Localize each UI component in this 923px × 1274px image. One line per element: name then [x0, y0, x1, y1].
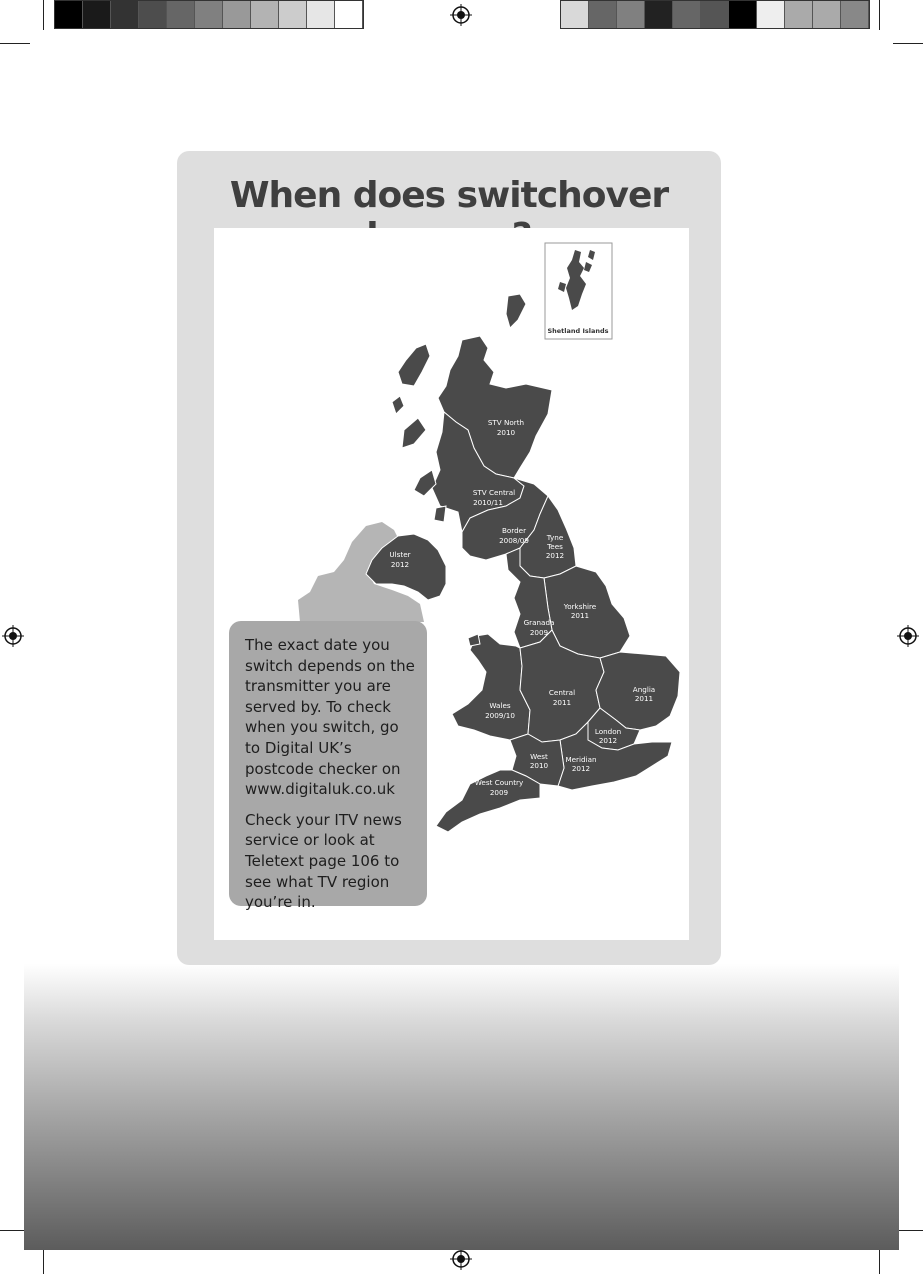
- label-wales: Wales: [489, 701, 511, 710]
- label-granada: Granada: [523, 618, 555, 627]
- label-border: Border: [501, 526, 527, 535]
- year-central: 2011: [552, 698, 572, 707]
- label-ulster: Ulster: [389, 550, 411, 559]
- info-paragraph-1: The exact date you switch depends on the transmitter you are served by. To check when you switch, go to Digital UK’s postcode checker on www.digitaluk.co.uk: [245, 636, 415, 799]
- label-yorkshire: Yorkshire: [563, 602, 597, 611]
- year-anglia: 2011: [634, 694, 654, 703]
- year-yorkshire: 2011: [570, 611, 590, 620]
- year-meridian: 2012: [571, 764, 591, 773]
- year-west: 2010: [529, 761, 549, 770]
- year-border: 2008/09: [499, 536, 529, 545]
- label-stv-north: STV North: [487, 418, 525, 427]
- label-central: Central: [548, 688, 576, 697]
- shetland-inset: [545, 243, 612, 339]
- year-granada: 2009: [529, 628, 549, 637]
- year-tyne-tees: 2012: [545, 551, 565, 560]
- label-west: West: [530, 752, 548, 761]
- year-west-country: 2009: [489, 788, 509, 797]
- label-stv-central: STV Central: [472, 488, 516, 497]
- label-london: London: [594, 727, 622, 736]
- label-tyne: Tyne: [546, 533, 564, 542]
- year-wales: 2009/10: [485, 711, 515, 720]
- label-anglia: Anglia: [632, 685, 656, 694]
- year-stv-north: 2010: [496, 428, 516, 437]
- region-wales: [452, 634, 530, 740]
- label-tees: Tees: [547, 542, 563, 551]
- label-west-country: West Country: [474, 778, 524, 787]
- label-meridian: Meridian: [565, 755, 597, 764]
- info-box: [229, 621, 427, 912]
- info-paragraph-2: Check your ITV news service or look at Teletext page 106 to see what TV region you’re in.: [245, 810, 402, 912]
- shetland-label: Shetland Islands: [547, 327, 609, 335]
- year-london: 2012: [598, 736, 618, 745]
- page-title: When does switchover: [229, 175, 669, 216]
- year-ulster: 2012: [390, 560, 410, 569]
- year-stv-central: 2010/11: [473, 498, 503, 507]
